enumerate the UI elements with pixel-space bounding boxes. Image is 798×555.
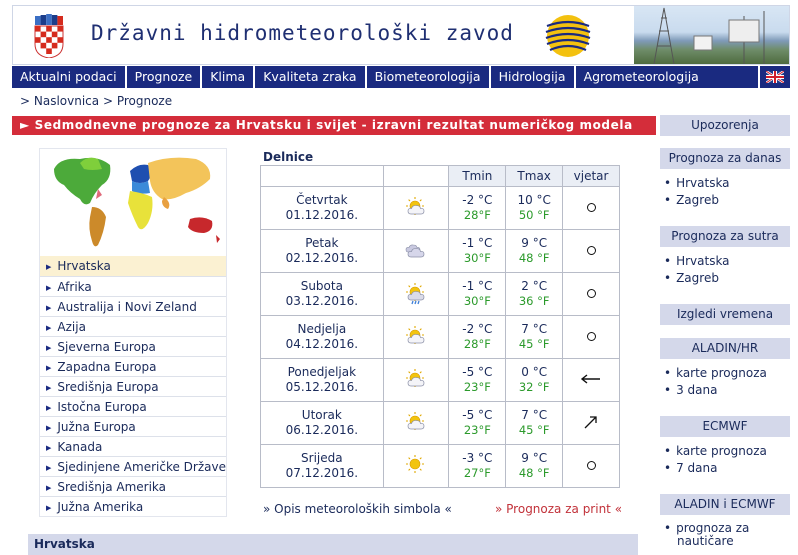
region-label: Zapadna Europa <box>57 360 157 374</box>
arrow-right-icon: ▶ <box>46 263 52 271</box>
tmin-celsius: -1 °C <box>462 236 493 250</box>
day-date: 02.12.2016. <box>285 251 359 265</box>
aladin-3-dana-link[interactable]: • 3 dana <box>664 383 718 397</box>
day-cell <box>261 187 384 230</box>
region-label: Južna Amerika <box>57 500 144 514</box>
station-photo <box>634 6 789 64</box>
tmax-fahrenheit: 48 °F <box>518 466 550 480</box>
arrow-right-icon: ▶ <box>46 384 52 392</box>
arrow-right-icon: ▶ <box>46 444 52 452</box>
table-header-row <box>261 166 620 187</box>
tmin-cell <box>449 187 506 230</box>
arrow-right-icon: ▶ <box>46 284 52 292</box>
prognoza-za-danas-header[interactable]: Prognoza za danas <box>660 148 790 169</box>
arrow-right-icon: ▶ <box>46 424 52 432</box>
tmax-celsius: 2 °C <box>521 279 548 293</box>
tmax-fahrenheit: 32 °F <box>518 380 550 394</box>
region-item[interactable] <box>40 496 226 516</box>
region-item[interactable] <box>40 476 226 496</box>
tmin-celsius: -3 °C <box>462 451 493 465</box>
tmin-cell <box>449 316 506 359</box>
section-title: Hrvatska <box>28 534 638 555</box>
day-name: Utorak <box>301 408 342 422</box>
aladin-karte-link[interactable]: • karte prognoza <box>664 366 767 380</box>
header-day <box>261 166 384 187</box>
tmin-cell <box>449 359 506 402</box>
arrow-right-icon: ▶ <box>46 464 52 472</box>
wind-arrow-west-icon <box>563 359 620 402</box>
tmax-celsius: 7 °C <box>521 408 548 422</box>
calm-wind-icon <box>563 445 620 488</box>
region-label: Kanada <box>57 440 103 454</box>
day-name: Nedjelja <box>297 322 347 336</box>
page-banner: ► Sedmodnevne prognoze za Hrvatsku i svijet - izravni rezultat numeričkog modela <box>12 116 656 135</box>
calm-wind-icon <box>563 273 620 316</box>
danas-hrvatska-link[interactable]: • Hrvatska <box>664 176 730 190</box>
calm-wind-icon <box>563 187 620 230</box>
english-flag-icon[interactable] <box>760 66 790 88</box>
day-name: Četvrtak <box>296 193 348 207</box>
sun-cloud-icon <box>383 316 449 359</box>
tmax-cell <box>506 230 563 273</box>
tmax-celsius: 10 °C <box>517 193 551 207</box>
arrow-right-icon: ▶ <box>46 484 52 492</box>
tmax-fahrenheit: 48 °F <box>518 251 550 265</box>
nauticari-link[interactable]: • prognoza za nautičare <box>664 521 750 548</box>
forecast-table <box>260 165 620 488</box>
nav-kvaliteta-zraka[interactable]: Kvaliteta zraka <box>255 66 366 88</box>
tmax-cell <box>506 402 563 445</box>
header-wind: vjetar <box>563 166 620 187</box>
day-cell <box>261 445 384 488</box>
danas-zagreb-link[interactable]: • Zagreb <box>664 193 719 207</box>
tmax-fahrenheit: 45 °F <box>518 423 550 437</box>
site-title: Državni hidrometeorološki zavod <box>91 21 514 45</box>
tmin-fahrenheit: 28°F <box>463 208 491 222</box>
arrow-right-icon: ▶ <box>46 344 52 352</box>
day-cell <box>261 359 384 402</box>
day-cell <box>261 316 384 359</box>
region-label: Azija <box>57 320 86 334</box>
day-date: 05.12.2016. <box>285 380 359 394</box>
region-item[interactable] <box>40 256 226 276</box>
tmin-cell <box>449 230 506 273</box>
sun-cloud-rain-icon <box>383 273 449 316</box>
day-date: 07.12.2016. <box>285 466 359 480</box>
forecast-row <box>261 187 620 230</box>
tmax-fahrenheit: 50 °F <box>518 208 550 222</box>
arrow-right-icon: ▶ <box>46 504 52 512</box>
sun-cloud-icon <box>383 187 449 230</box>
sun-cloud-icon <box>383 402 449 445</box>
tmax-celsius: 9 °C <box>521 236 548 250</box>
tmin-cell <box>449 445 506 488</box>
tmin-fahrenheit: 28°F <box>463 337 491 351</box>
region-item[interactable] <box>40 416 226 436</box>
region-label: Afrika <box>57 280 92 294</box>
sun-cloud-icon <box>383 359 449 402</box>
region-item[interactable] <box>40 276 226 296</box>
ecmwf-7-dana-link[interactable]: • 7 dana <box>664 461 718 475</box>
tmax-cell <box>506 187 563 230</box>
nav-agrometeorologija[interactable]: Agrometeorologija <box>576 66 760 88</box>
tmin-fahrenheit: 23°F <box>463 423 491 437</box>
tmin-fahrenheit: 30°F <box>463 251 491 265</box>
day-date: 04.12.2016. <box>285 337 359 351</box>
region-label: Južna Europa <box>57 420 136 434</box>
region-label: Australija i Novi Zeland <box>57 300 197 314</box>
nav-klima[interactable]: Klima <box>202 66 255 88</box>
tmin-fahrenheit: 30°F <box>463 294 491 308</box>
tmin-celsius: -5 °C <box>462 408 493 422</box>
tmax-celsius: 0 °C <box>521 365 548 379</box>
region-label: Središnja Europa <box>57 380 159 394</box>
aladin-ecmwf-header[interactable]: ALADIN i ECMWF <box>660 494 790 515</box>
ecmwf-karte-link[interactable]: • karte prognoza <box>664 444 767 458</box>
region-item[interactable] <box>40 316 226 336</box>
wind-arrow-northeast-icon <box>563 402 620 445</box>
day-cell <box>261 273 384 316</box>
symbols-description-link[interactable]: » Opis meteoroloških simbola « <box>263 502 452 516</box>
nav-biometeorologija[interactable]: Biometeorologija <box>367 66 491 88</box>
breadcrumb <box>20 94 172 108</box>
breadcrumb-naslovnica[interactable]: > Naslovnica <box>20 94 100 108</box>
tmax-fahrenheit: 36 °F <box>518 294 550 308</box>
tmin-celsius: -2 °C <box>462 193 493 207</box>
nav-hidrologija[interactable]: Hidrologija <box>491 66 576 88</box>
prognoza-za-sutra-header[interactable]: Prognoza za sutra <box>660 226 790 247</box>
sutra-hrvatska-link[interactable]: • Hrvatska <box>664 254 730 268</box>
aladin-hr-header[interactable]: ALADIN/HR <box>660 338 790 359</box>
region-item[interactable] <box>40 296 226 316</box>
tmin-cell <box>449 273 506 316</box>
region-item[interactable] <box>40 396 226 416</box>
calm-wind-icon <box>563 230 620 273</box>
forecast-row <box>261 230 620 273</box>
forecast-row <box>261 445 620 488</box>
tmax-cell <box>506 445 563 488</box>
tmin-celsius: -1 °C <box>462 279 493 293</box>
tmin-celsius: -5 °C <box>462 365 493 379</box>
arrow-right-icon: ▶ <box>46 404 52 412</box>
day-cell <box>261 402 384 445</box>
header <box>12 5 790 65</box>
tmin-celsius: -2 °C <box>462 322 493 336</box>
tmin-cell <box>449 402 506 445</box>
region-item[interactable] <box>40 436 226 456</box>
forecast-row <box>261 359 620 402</box>
day-name: Srijeda <box>301 451 343 465</box>
region-item[interactable] <box>40 336 226 356</box>
day-name: Petak <box>305 236 339 250</box>
station-name: Delnice <box>263 150 314 164</box>
coat-of-arms-icon <box>33 14 65 58</box>
tmax-cell <box>506 316 563 359</box>
overcast-icon <box>383 230 449 273</box>
world-map[interactable] <box>39 148 227 256</box>
region-item[interactable] <box>40 376 226 396</box>
sutra-zagreb-link[interactable]: • Zagreb <box>664 271 719 285</box>
region-label: Sjedinjene Američke Države <box>57 460 226 474</box>
tmax-celsius: 9 °C <box>521 451 548 465</box>
day-date: 03.12.2016. <box>285 294 359 308</box>
region-item[interactable] <box>40 356 226 376</box>
forecast-row <box>261 402 620 445</box>
tmax-celsius: 7 °C <box>521 322 548 336</box>
day-name: Subota <box>300 279 343 293</box>
forecast-row <box>261 273 620 316</box>
arrow-right-icon: ▶ <box>46 364 52 372</box>
header-tmin: Tmin <box>449 166 506 187</box>
day-cell <box>261 230 384 273</box>
tmax-cell <box>506 359 563 402</box>
region-list <box>39 256 227 517</box>
tmin-fahrenheit: 27°F <box>463 466 491 480</box>
day-date: 01.12.2016. <box>285 208 359 222</box>
tmin-fahrenheit: 23°F <box>463 380 491 394</box>
breadcrumb-prognoze[interactable]: > Prognoze <box>102 94 173 108</box>
main-nav <box>12 66 790 88</box>
header-tmax: Tmax <box>506 166 563 187</box>
tmax-cell <box>506 273 563 316</box>
nav-prognoze[interactable]: Prognoze <box>127 66 203 88</box>
sun-icon <box>383 445 449 488</box>
dhmz-logo-icon <box>543 12 593 60</box>
nav-aktualni-podaci[interactable]: Aktualni podaci <box>12 66 127 88</box>
arrow-right-icon: ▶ <box>46 324 52 332</box>
calm-wind-icon <box>563 316 620 359</box>
region-label: Istočna Europa <box>57 400 147 414</box>
tmax-fahrenheit: 45 °F <box>518 337 550 351</box>
upozorenja-button[interactable]: Upozorenja <box>660 115 790 136</box>
ecmwf-header[interactable]: ECMWF <box>660 416 790 437</box>
region-label: Hrvatska <box>57 259 111 273</box>
izgledi-vremena-button[interactable]: Izgledi vremena <box>660 304 790 325</box>
header-symbol <box>383 166 449 187</box>
region-item[interactable] <box>40 456 226 476</box>
day-date: 06.12.2016. <box>285 423 359 437</box>
arrow-right-icon: ▶ <box>46 304 52 312</box>
day-name: Ponedjeljak <box>287 365 357 379</box>
region-label: Sjeverna Europa <box>57 340 156 354</box>
print-forecast-link[interactable]: » Prognoza za print « <box>495 502 623 516</box>
region-label: Središnja Amerika <box>57 480 167 494</box>
forecast-row <box>261 316 620 359</box>
